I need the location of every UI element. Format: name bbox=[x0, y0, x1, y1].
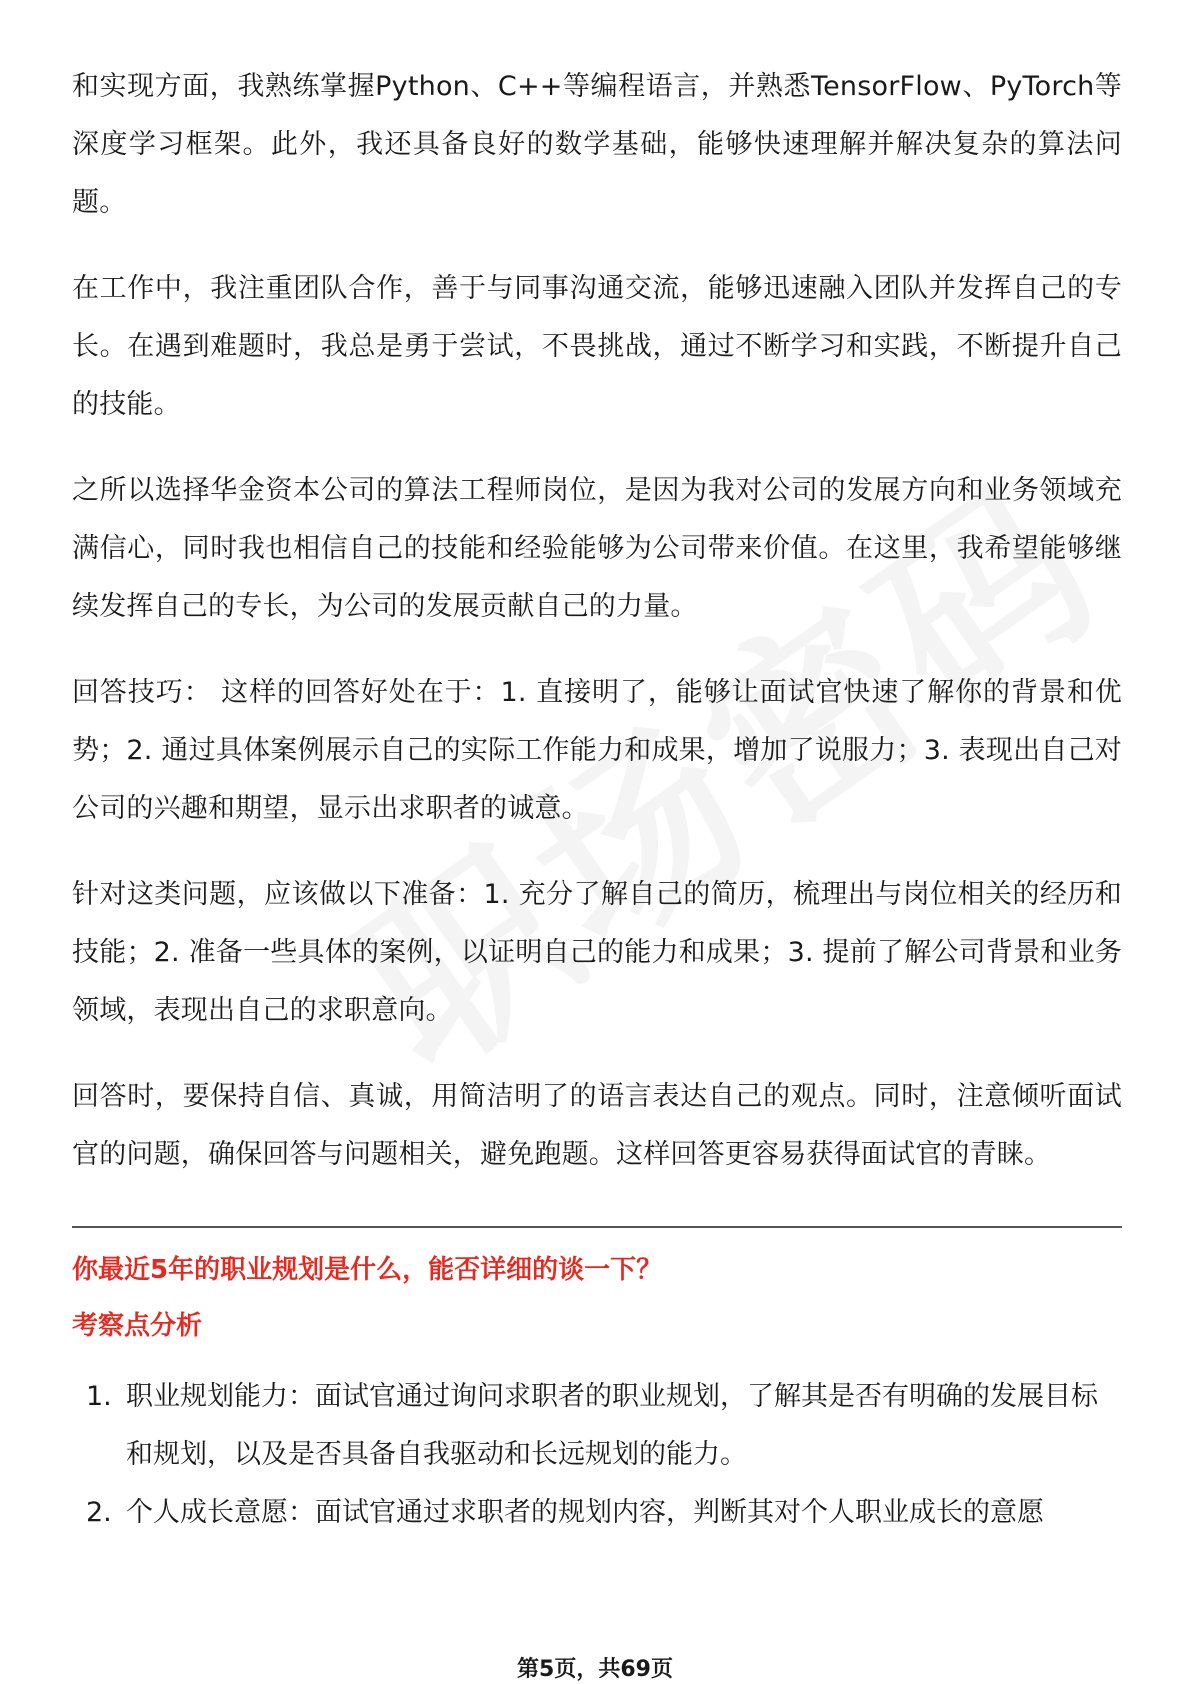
list-item-number: 2. bbox=[86, 1497, 112, 1528]
analysis-heading: 考察点分析 bbox=[72, 1311, 203, 1341]
paragraph-preparation: 针对这类问题，应该做以下准备：1. 充分了解自己的简历，梳理出与岗位相关的经历和技能；2. 准备一些具体的案例，以证明自己的能力和成果；3. 提前了解公司背景和业务领域，表现出自己的求职意向。 bbox=[72, 879, 1122, 1026]
page-number-footer: 第5页，共69页 bbox=[517, 1657, 673, 1682]
document-page bbox=[72, 58, 1122, 1542]
list-item bbox=[72, 1368, 1122, 1484]
section-divider bbox=[72, 1226, 1122, 1228]
paragraph-teamwork: 在工作中，我注重团队合作，善于与同事沟通交流，能够迅速融入团队并发挥自己的专长。在遇到难题时，我总是勇于尝试，不畏挑战，通过不断学习和实践，不断提升自己的技能。 bbox=[72, 273, 1122, 420]
paragraph-answer-attitude: 回答时，要保持自信、真诚，用简洁明了的语言表达自己的观点。同时，注意倾听面试官的问题，确保回答与问题相关，避免跑题。这样回答更容易获得面试官的青睐。 bbox=[72, 1081, 1122, 1170]
list-item bbox=[72, 1484, 1122, 1542]
paragraph-answer-tips: 回答技巧： 这样的回答好处在于：1. 直接明了，能够让面试官快速了解你的背景和优势；2. 通过具体案例展示自己的实际工作能力和成果，增加了说服力；3. 表现出自己对公司的兴趣和期望，显示出求职者的诚意。 bbox=[72, 677, 1122, 824]
list-item-number: 1. bbox=[86, 1381, 112, 1412]
list-item-text: 职业规划能力：面试官通过询问求职者的职业规划，了解其是否有明确的发展目标和规划，以及是否具备自我驱动和长远规划的能力。 bbox=[126, 1381, 1098, 1470]
paragraph-skills: 和实现方面，我熟练掌握Python、C++等编程语言，并熟悉TensorFlow、PyTorch等深度学习框架。此外，我还具备良好的数学基础，能够快速理解并解决复杂的算法问题。 bbox=[72, 71, 1122, 218]
question-heading: 你最近5年的职业规划是什么，能否详细的谈一下？ bbox=[72, 1255, 663, 1285]
list-item-text: 个人成长意愿：面试官通过求职者的规划内容，判断其对个人职业成长的意愿 bbox=[126, 1497, 1044, 1528]
analysis-list bbox=[72, 1368, 1122, 1542]
paragraph-motivation: 之所以选择华金资本公司的算法工程师岗位，是因为我对公司的发展方向和业务领域充满信心，同时我也相信自己的技能和经验能够为公司带来价值。在这里，我希望能够继续发挥自己的专长，为公司的发展贡献自己的力量。 bbox=[72, 475, 1122, 622]
